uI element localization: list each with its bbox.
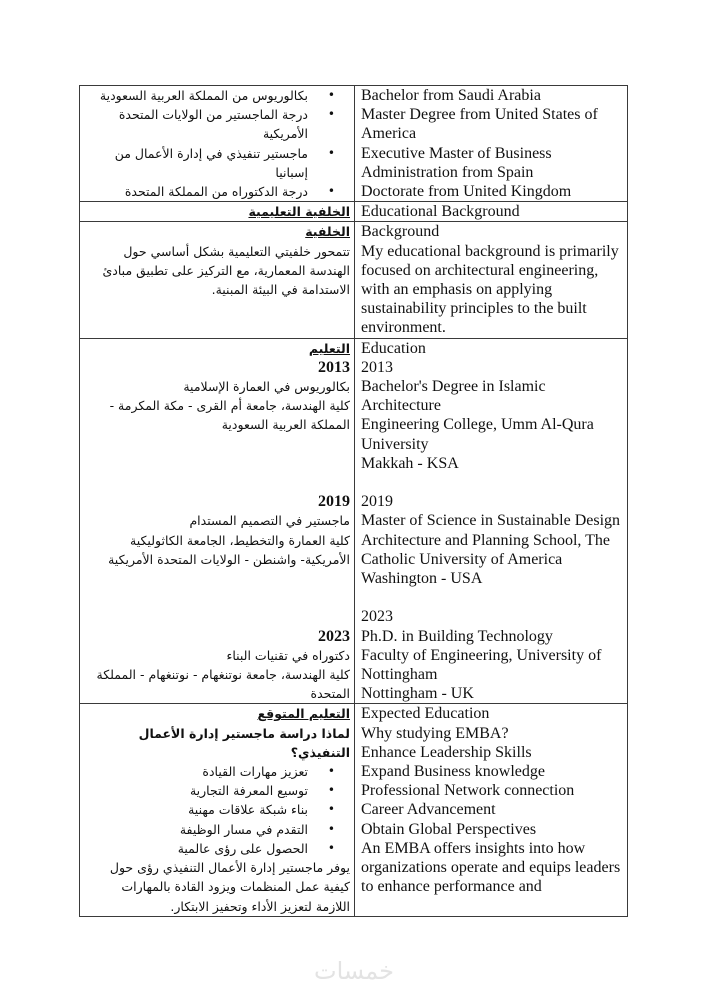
education-institution-en: Architecture and Planning School, The Catholic University of America bbox=[361, 531, 610, 568]
education-degree-en: Ph.D. in Building Technology bbox=[361, 627, 553, 645]
summary-english-cell bbox=[355, 86, 628, 202]
expected-education-en-cell bbox=[355, 704, 628, 916]
background-ar-cell bbox=[80, 222, 355, 338]
education-year: 2023 bbox=[361, 608, 393, 626]
list-item: Bachelor from Saudi Arabia bbox=[361, 87, 541, 104]
education-title-en: Education bbox=[361, 339, 426, 357]
education-ar-cell bbox=[80, 338, 355, 704]
education-degree-en: Bachelor's Degree in Islamic Architecture bbox=[361, 378, 546, 415]
list-item: • بكالوريوس من المملكة العربية السعودية bbox=[86, 86, 308, 105]
education-location-en: Nottingham - UK bbox=[361, 685, 474, 703]
education-year: 2019 bbox=[318, 493, 350, 511]
expected-education-list-ar bbox=[86, 762, 350, 858]
background-en-cell bbox=[355, 222, 628, 338]
list-item: • بناء شبكة علاقات مهنية bbox=[86, 800, 308, 819]
list-item: • ماجستير تنفيذي في إدارة الأعمال من إسبانيا bbox=[86, 144, 308, 182]
education-degree-ar: دكتوراه في تقنيات البناء bbox=[226, 647, 350, 663]
list-item: Professional Network connection bbox=[361, 782, 575, 800]
education-degree-ar: بكالوريوس في العمارة الإسلامية bbox=[183, 379, 350, 395]
list-item: • درجة الماجستير من الولايات المتحدة الأمريكية bbox=[86, 105, 308, 143]
education-place-ar: كلية الهندسة، جامعة أم القرى - مكة المكرمة - المملكة العربية السعودية bbox=[109, 398, 350, 433]
education-degree-en: Master of Science in Sustainable Design bbox=[361, 512, 621, 530]
education-institution-en: Faculty of Engineering, University of Nottingham bbox=[361, 646, 602, 684]
expected-education-question-en: Why studying EMBA? bbox=[361, 724, 509, 742]
education-row bbox=[80, 338, 628, 704]
expected-education-question-ar: لماذا دراسة ماجستير إدارة الأعمال التنفيذي؟ bbox=[138, 725, 350, 760]
education-institution-en: Engineering College, Umm Al-Qura University bbox=[361, 416, 594, 453]
education-year: 2013 bbox=[361, 358, 393, 376]
list-item: Career Advancement bbox=[361, 801, 496, 819]
summary-arabic-list bbox=[86, 86, 350, 201]
expected-education-title-ar: التعليم المتوقع bbox=[257, 706, 350, 722]
background-text-ar: تتمحور خلفيتي التعليمية بشكل أساسي حول الهندسة المعمارية، مع التركيز على تطبيق مبادئ الاستدامة في البيئة المبنية. bbox=[102, 243, 350, 298]
list-item: • توسيع المعرفة التجارية bbox=[86, 781, 308, 800]
education-en-cell bbox=[355, 338, 628, 704]
educational-background-en-cell bbox=[355, 202, 628, 222]
expected-education-title-en: Expected Education bbox=[361, 705, 490, 723]
expected-education-text-en: An EMBA offers insights into how organizations operate and equips leaders to enhance performance and bbox=[361, 839, 621, 896]
list-item: • الحصول على رؤى عالمية bbox=[86, 839, 308, 858]
expected-education-ar-cell bbox=[80, 704, 355, 916]
background-title-en: Background bbox=[361, 223, 440, 241]
background-title-ar: الخلفية bbox=[305, 224, 350, 240]
list-item: Expand Business knowledge bbox=[361, 763, 545, 781]
list-item: Enhance Leadership Skills bbox=[361, 743, 532, 761]
list-item: Doctorate from United Kingdom bbox=[361, 183, 572, 201]
background-row bbox=[80, 222, 628, 338]
education-title-ar: التعليم bbox=[308, 340, 350, 356]
expected-education-text-ar: يوفر ماجستير إدارة الأعمال التنفيذي رؤى حول كيفية عمل المنظمات ويزود القادة بالمهارات اللازمة لتعزيز الأداء وتحفيز الابتكار. bbox=[109, 860, 350, 914]
list-item: Executive Master of Business Administration from Spain bbox=[361, 144, 552, 181]
list-item: • تعزيز مهارات القيادة bbox=[86, 762, 308, 781]
education-degree-ar: ماجستير في التصميم المستدام bbox=[189, 513, 350, 529]
expected-education-row bbox=[80, 704, 628, 916]
list-item: Obtain Global Perspectives bbox=[361, 820, 537, 838]
background-text-en: My educational background is primarily focused on architectural engineering, with an emphasis on applying sustainability principles to the built environment. bbox=[361, 242, 619, 337]
summary-row bbox=[80, 86, 628, 202]
section-heading-en: Educational Background bbox=[361, 203, 520, 221]
khamsat-watermark-logo: خمسات bbox=[313, 957, 395, 985]
educational-background-ar-cell bbox=[80, 202, 355, 222]
education-year: 2013 bbox=[318, 358, 350, 376]
education-year: 2023 bbox=[318, 627, 350, 645]
educational-background-heading-row bbox=[80, 202, 628, 222]
education-year: 2019 bbox=[361, 493, 393, 511]
list-item: • التقدم في مسار الوظيفة bbox=[86, 820, 308, 839]
education-place-ar: كلية الهندسة، جامعة نوتنغهام - نوتنغهام - المملكة المتحدة bbox=[96, 667, 350, 702]
summary-arabic-cell bbox=[80, 86, 355, 202]
education-place-ar: كلية العمارة والتخطيط، الجامعة الكاثوليكية الأمريكية- واشنطن - الولايات المتحدة الأمريكية bbox=[108, 532, 350, 567]
list-item: • درجة الدكتوراه من المملكة المتحدة bbox=[86, 182, 308, 201]
section-heading-ar: الخلفية التعليمية bbox=[248, 204, 350, 220]
education-location-en: Washington - USA bbox=[361, 570, 483, 588]
bilingual-cv-table bbox=[79, 85, 628, 917]
education-location-en: Makkah - KSA bbox=[361, 454, 459, 472]
list-item: Master Degree from United States of America bbox=[361, 106, 598, 143]
